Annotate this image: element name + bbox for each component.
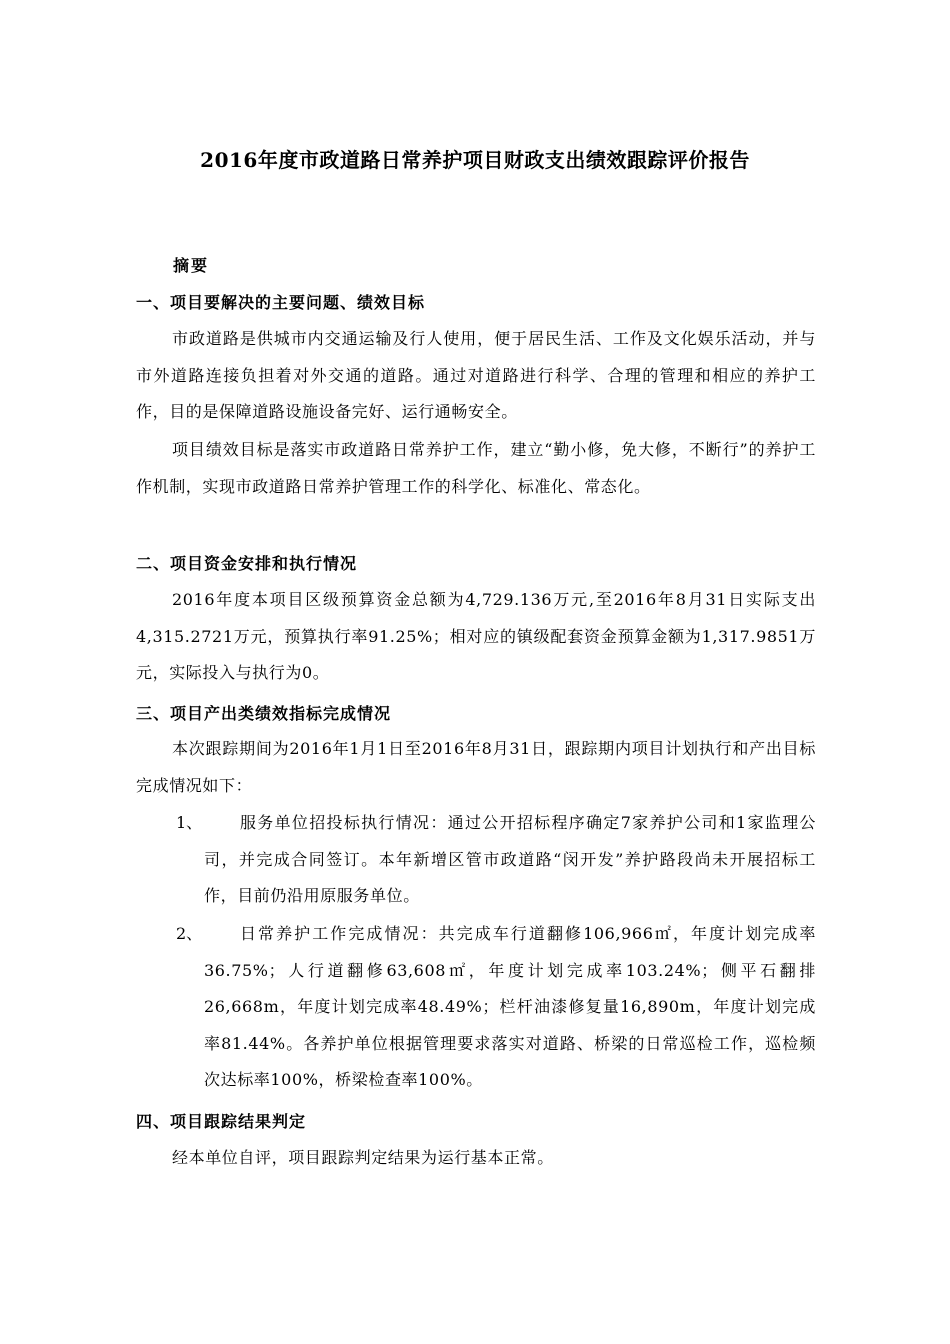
section-3-paragraph-1: 本次跟踪期间为2016年1月1日至2016年8月31日，跟踪期内项目计划执行和产出目标完成情况如下： [136, 739, 816, 795]
list-item [136, 805, 816, 915]
document-title: 2016年度市政道路日常养护项目财政支出绩效跟踪评价报告 [200, 148, 750, 172]
list-item-number: 2、 [176, 924, 203, 943]
section-heading-1: 一、项目要解决的主要问题、绩效目标 [136, 293, 426, 312]
section-heading-4: 四、项目跟踪结果判定 [136, 1112, 307, 1131]
section-2-paragraph-1: 2016年度本项目区级预算资金总额为4,729.136万元,至2016年8月31日实际支出4,315.2721万元，预算执行率91.25%；相对应的镇级配套资金预算金额为1,317.9851万元，实际投入与执行为0。 [136, 590, 816, 682]
section-heading-3: 三、项目产出类绩效指标完成情况 [136, 704, 392, 723]
section-heading-2: 二、项目资金安排和执行情况 [136, 554, 358, 573]
list-item [136, 916, 816, 1099]
section-1-paragraph-2: 项目绩效目标是落实市政道路日常养护工作，建立“勤小修，免大修，不断行”的养护工作机制，实现市政道路日常养护管理工作的科学化、标准化、常态化。 [136, 440, 816, 496]
list-item-number: 1、 [176, 813, 203, 832]
list-item-text: 服务单位招投标执行情况：通过公开招标程序确定7家养护公司和1家监理公司，并完成合同签订。本年新增区管市政道路“闵开发”养护路段尚未开展招标工作，目前仍沿用原服务单位。 [204, 813, 816, 905]
abstract-label: 摘要 [173, 256, 210, 275]
section-4-paragraph-1: 经本单位自评，项目跟踪判定结果为运行基本正常。 [172, 1148, 554, 1167]
section-1-paragraph-1: 市政道路是供城市内交通运输及行人使用，便于居民生活、工作及文化娱乐活动，并与市外道路连接负担着对外交通的道路。通过对道路进行科学、合理的管理和相应的养护工作，目的是保障道路设施设备完好、运行通畅安全。 [136, 329, 816, 421]
list-item-text: 日常养护工作完成情况：共完成车行道翻修106,966㎡，年度计划完成率36.75%；人行道翻修63,608㎡，年度计划完成率103.24%；侧平石翻排26,668m，年度计划完成率48.49%；栏杆油漆修复量16,890m，年度计划完成率81.44%。各养护单位根据管理要求落实对道路、桥梁的日常巡检工作，巡检频次达标率100%，桥梁检查率100%。 [204, 924, 816, 1089]
